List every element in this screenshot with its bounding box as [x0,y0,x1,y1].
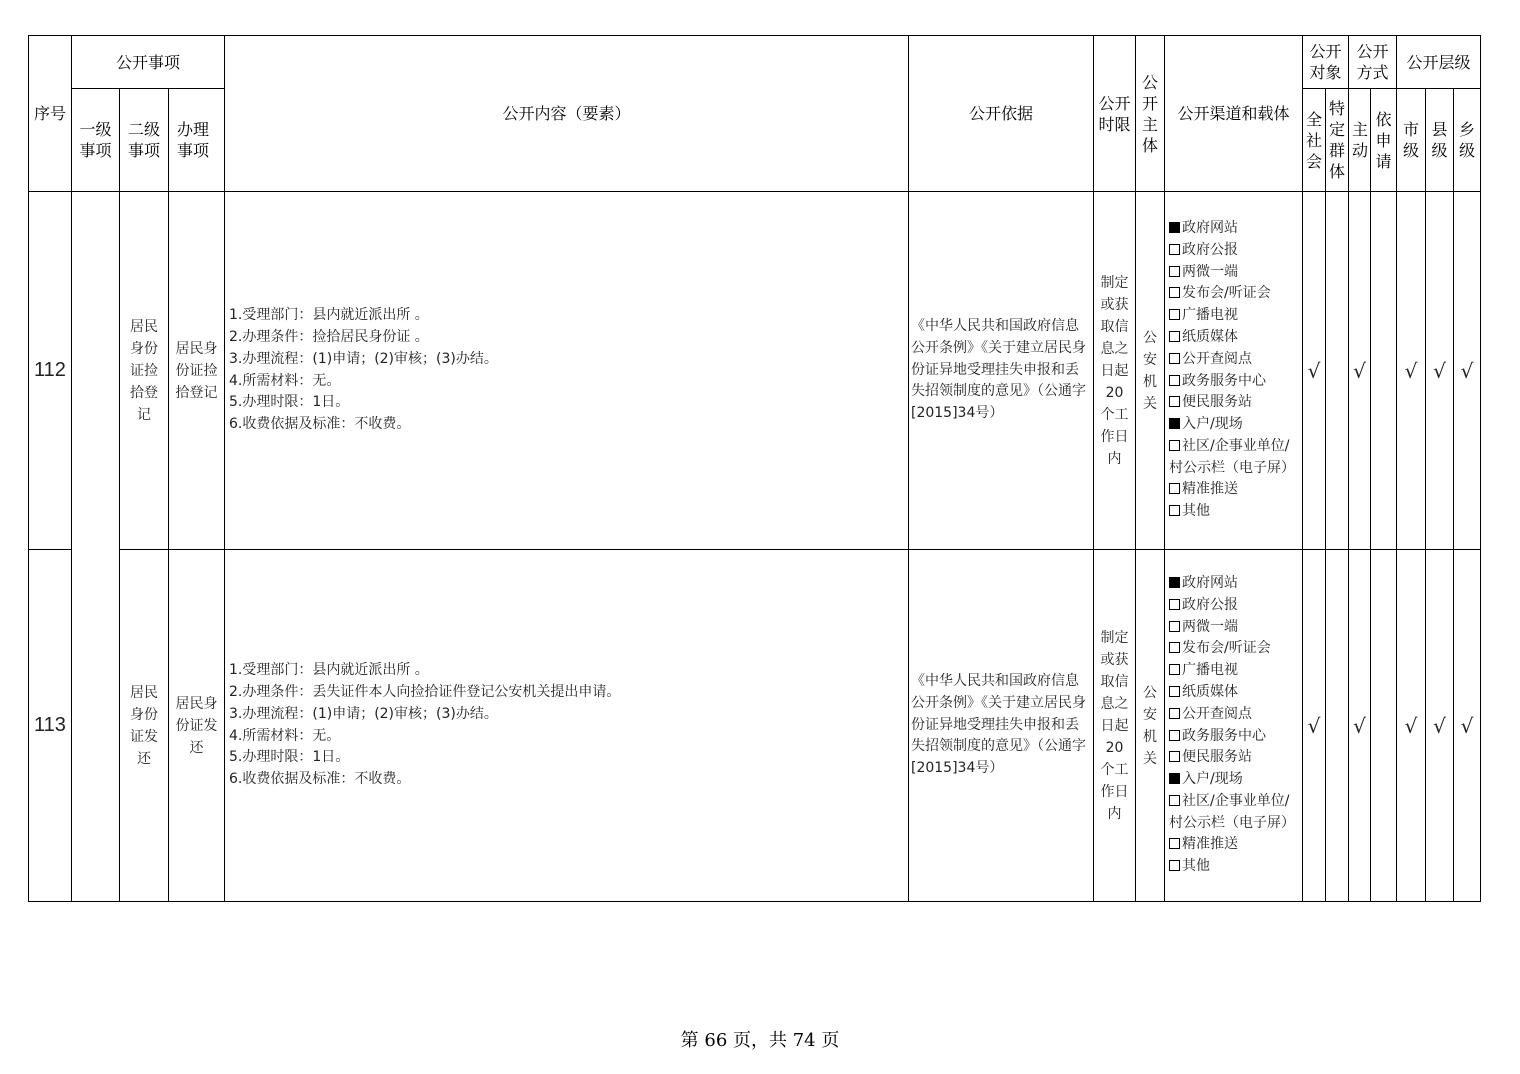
content-line: 2.办理条件：捡拾居民身份证 。 [229,328,429,345]
header-handling: 办理事项 [169,89,225,192]
row-level2: 居民身份证捡拾登记 [120,192,169,550]
empty-box-icon [1169,860,1180,871]
header-level1: 一级事项 [72,89,120,192]
content-line: 1.受理部门：县内就近派出所 。 [229,307,429,324]
header-level2: 二级事项 [120,89,169,192]
mark-level-city: √ [1397,192,1426,550]
channel-item: 纸质媒体 [1169,682,1302,704]
checked-box-icon [1169,577,1180,588]
channel-item: 精准推送 [1169,479,1302,501]
empty-box-icon [1169,708,1180,719]
channel-item: 广播电视 [1169,305,1302,327]
channel-item: 其他 [1169,856,1302,878]
header-method-group: 公开方式 [1349,36,1397,89]
mark-level-county: √ [1426,192,1454,550]
header-seq: 序号 [29,36,72,192]
content-line: 4.所需材料：无。 [229,727,341,744]
header-row-1 [29,36,1481,89]
row-basis: 《中华人民共和国政府信息公开条例》《关于建立居民身份证异地受理挂失申报和丢失招领制度的意见》（公通字[2015]34号） [909,192,1094,550]
row-time-limit: 制定或获取信息之日起20个工作日内 [1094,550,1136,902]
empty-box-icon [1169,642,1180,653]
empty-box-icon [1169,440,1180,451]
content-line: 3.办理流程：(1)申请；(2)审核；(3)办结。 [229,350,498,367]
header-items-group: 公开事项 [72,36,225,89]
row-channels [1165,550,1303,902]
mark-level-county: √ [1426,550,1454,902]
mark-target-specific [1326,550,1349,902]
content-line: 1.受理部门：县内就近派出所 。 [229,662,429,679]
empty-box-icon [1169,244,1180,255]
channel-item: 发布会/听证会 [1169,283,1302,305]
mark-level-town: √ [1454,550,1481,902]
channel-item: 公开查阅点 [1169,704,1302,726]
empty-box-icon [1169,838,1180,849]
channel-item: 政府公报 [1169,595,1302,617]
channel-item: 政府公报 [1169,240,1302,262]
table-row [29,192,1481,550]
header-target-specific: 特定群体 [1326,89,1349,192]
channel-item: 纸质媒体 [1169,327,1302,349]
empty-box-icon [1169,664,1180,675]
row-seq: 113 [29,550,72,902]
header-method-active: 主动 [1349,89,1371,192]
channel-item: 入户/现场 [1169,769,1302,791]
row-time-limit: 制定或获取信息之日起20个工作日内 [1094,192,1136,550]
content-line: 5.办理时限：1日。 [229,394,350,411]
empty-box-icon [1169,599,1180,610]
empty-box-icon [1169,686,1180,697]
row-content [225,550,909,902]
disclosure-table [28,35,1481,902]
content-line: 3.办理流程：(1)申请；(2)审核；(3)办结。 [229,705,498,722]
channel-item: 政府网站 [1169,573,1302,595]
channel-item: 两微一端 [1169,617,1302,639]
row-subject: 公安机关 [1136,550,1165,902]
mark-target-specific [1326,192,1349,550]
empty-box-icon [1169,309,1180,320]
header-level-town: 乡级 [1454,89,1481,192]
header-level-city: 市级 [1397,89,1426,192]
channel-item: 其他 [1169,501,1302,523]
row-level2: 居民身份证发还 [120,550,169,902]
row-subject: 公安机关 [1136,192,1165,550]
table-row [29,550,1481,902]
mark-level-city: √ [1397,550,1426,902]
row-level1 [72,192,120,902]
channel-item: 政府网站 [1169,218,1302,240]
checked-box-icon [1169,418,1180,429]
mark-level-town: √ [1454,192,1481,550]
channel-item: 精准推送 [1169,834,1302,856]
content-line: 4.所需材料：无。 [229,372,341,389]
header-level-group: 公开层级 [1397,36,1481,89]
row-channels [1165,192,1303,550]
header-time-limit: 公开时限 [1094,36,1136,192]
empty-box-icon [1169,751,1180,762]
empty-box-icon [1169,375,1180,386]
channel-item: 公开查阅点 [1169,349,1302,371]
header-subject: 公开主体 [1136,36,1165,192]
channel-item: 社区/企事业单位/村公示栏（电子屏） [1169,437,1295,476]
channel-item: 便民服务站 [1169,392,1302,414]
row-handling: 居民身份证发还 [169,550,225,902]
channel-item: 社区/企事业单位/村公示栏（电子屏） [1169,792,1295,831]
checked-box-icon [1169,773,1180,784]
row-content [225,192,909,550]
channel-item: 发布会/听证会 [1169,638,1302,660]
header-target-group: 公开对象 [1303,36,1349,89]
empty-box-icon [1169,287,1180,298]
content-line: 2.办理条件：丢失证件本人向捡拾证件登记公安机关提出申请。 [229,683,621,700]
empty-box-icon [1169,795,1180,806]
mark-target-all: √ [1303,192,1326,550]
row-basis: 《中华人民共和国政府信息公开条例》《关于建立居民身份证异地受理挂失申报和丢失招领制度的意见》（公通字[2015]34号） [909,550,1094,902]
empty-box-icon [1169,331,1180,342]
page-footer: 第 66 页，共 74 页 [680,1030,840,1051]
empty-box-icon [1169,353,1180,364]
header-content: 公开内容（要素） [225,36,909,192]
empty-box-icon [1169,396,1180,407]
mark-method-request [1371,192,1397,550]
header-target-all: 全社会 [1303,89,1326,192]
row-seq: 112 [29,192,72,550]
empty-box-icon [1169,266,1180,277]
channel-item: 政务服务中心 [1169,371,1302,393]
header-method-request: 依申请 [1371,89,1397,192]
header-basis: 公开依据 [909,36,1094,192]
content-line: 6.收费依据及标准：不收费。 [229,771,411,788]
channel-item: 便民服务站 [1169,747,1302,769]
row-handling: 居民身份证捡拾登记 [169,192,225,550]
empty-box-icon [1169,483,1180,494]
empty-box-icon [1169,621,1180,632]
empty-box-icon [1169,730,1180,741]
empty-box-icon [1169,505,1180,516]
header-level-county: 县级 [1426,89,1454,192]
channel-item: 两微一端 [1169,262,1302,284]
mark-method-active: √ [1349,192,1371,550]
content-line: 6.收费依据及标准：不收费。 [229,416,411,433]
header-channels: 公开渠道和载体 [1165,36,1303,192]
channel-item: 入户/现场 [1169,414,1302,436]
mark-method-active: √ [1349,550,1371,902]
channel-item: 广播电视 [1169,660,1302,682]
mark-target-all: √ [1303,550,1326,902]
checked-box-icon [1169,222,1180,233]
mark-method-request [1371,550,1397,902]
channel-item: 政务服务中心 [1169,726,1302,748]
content-line: 5.办理时限：1日。 [229,749,350,766]
